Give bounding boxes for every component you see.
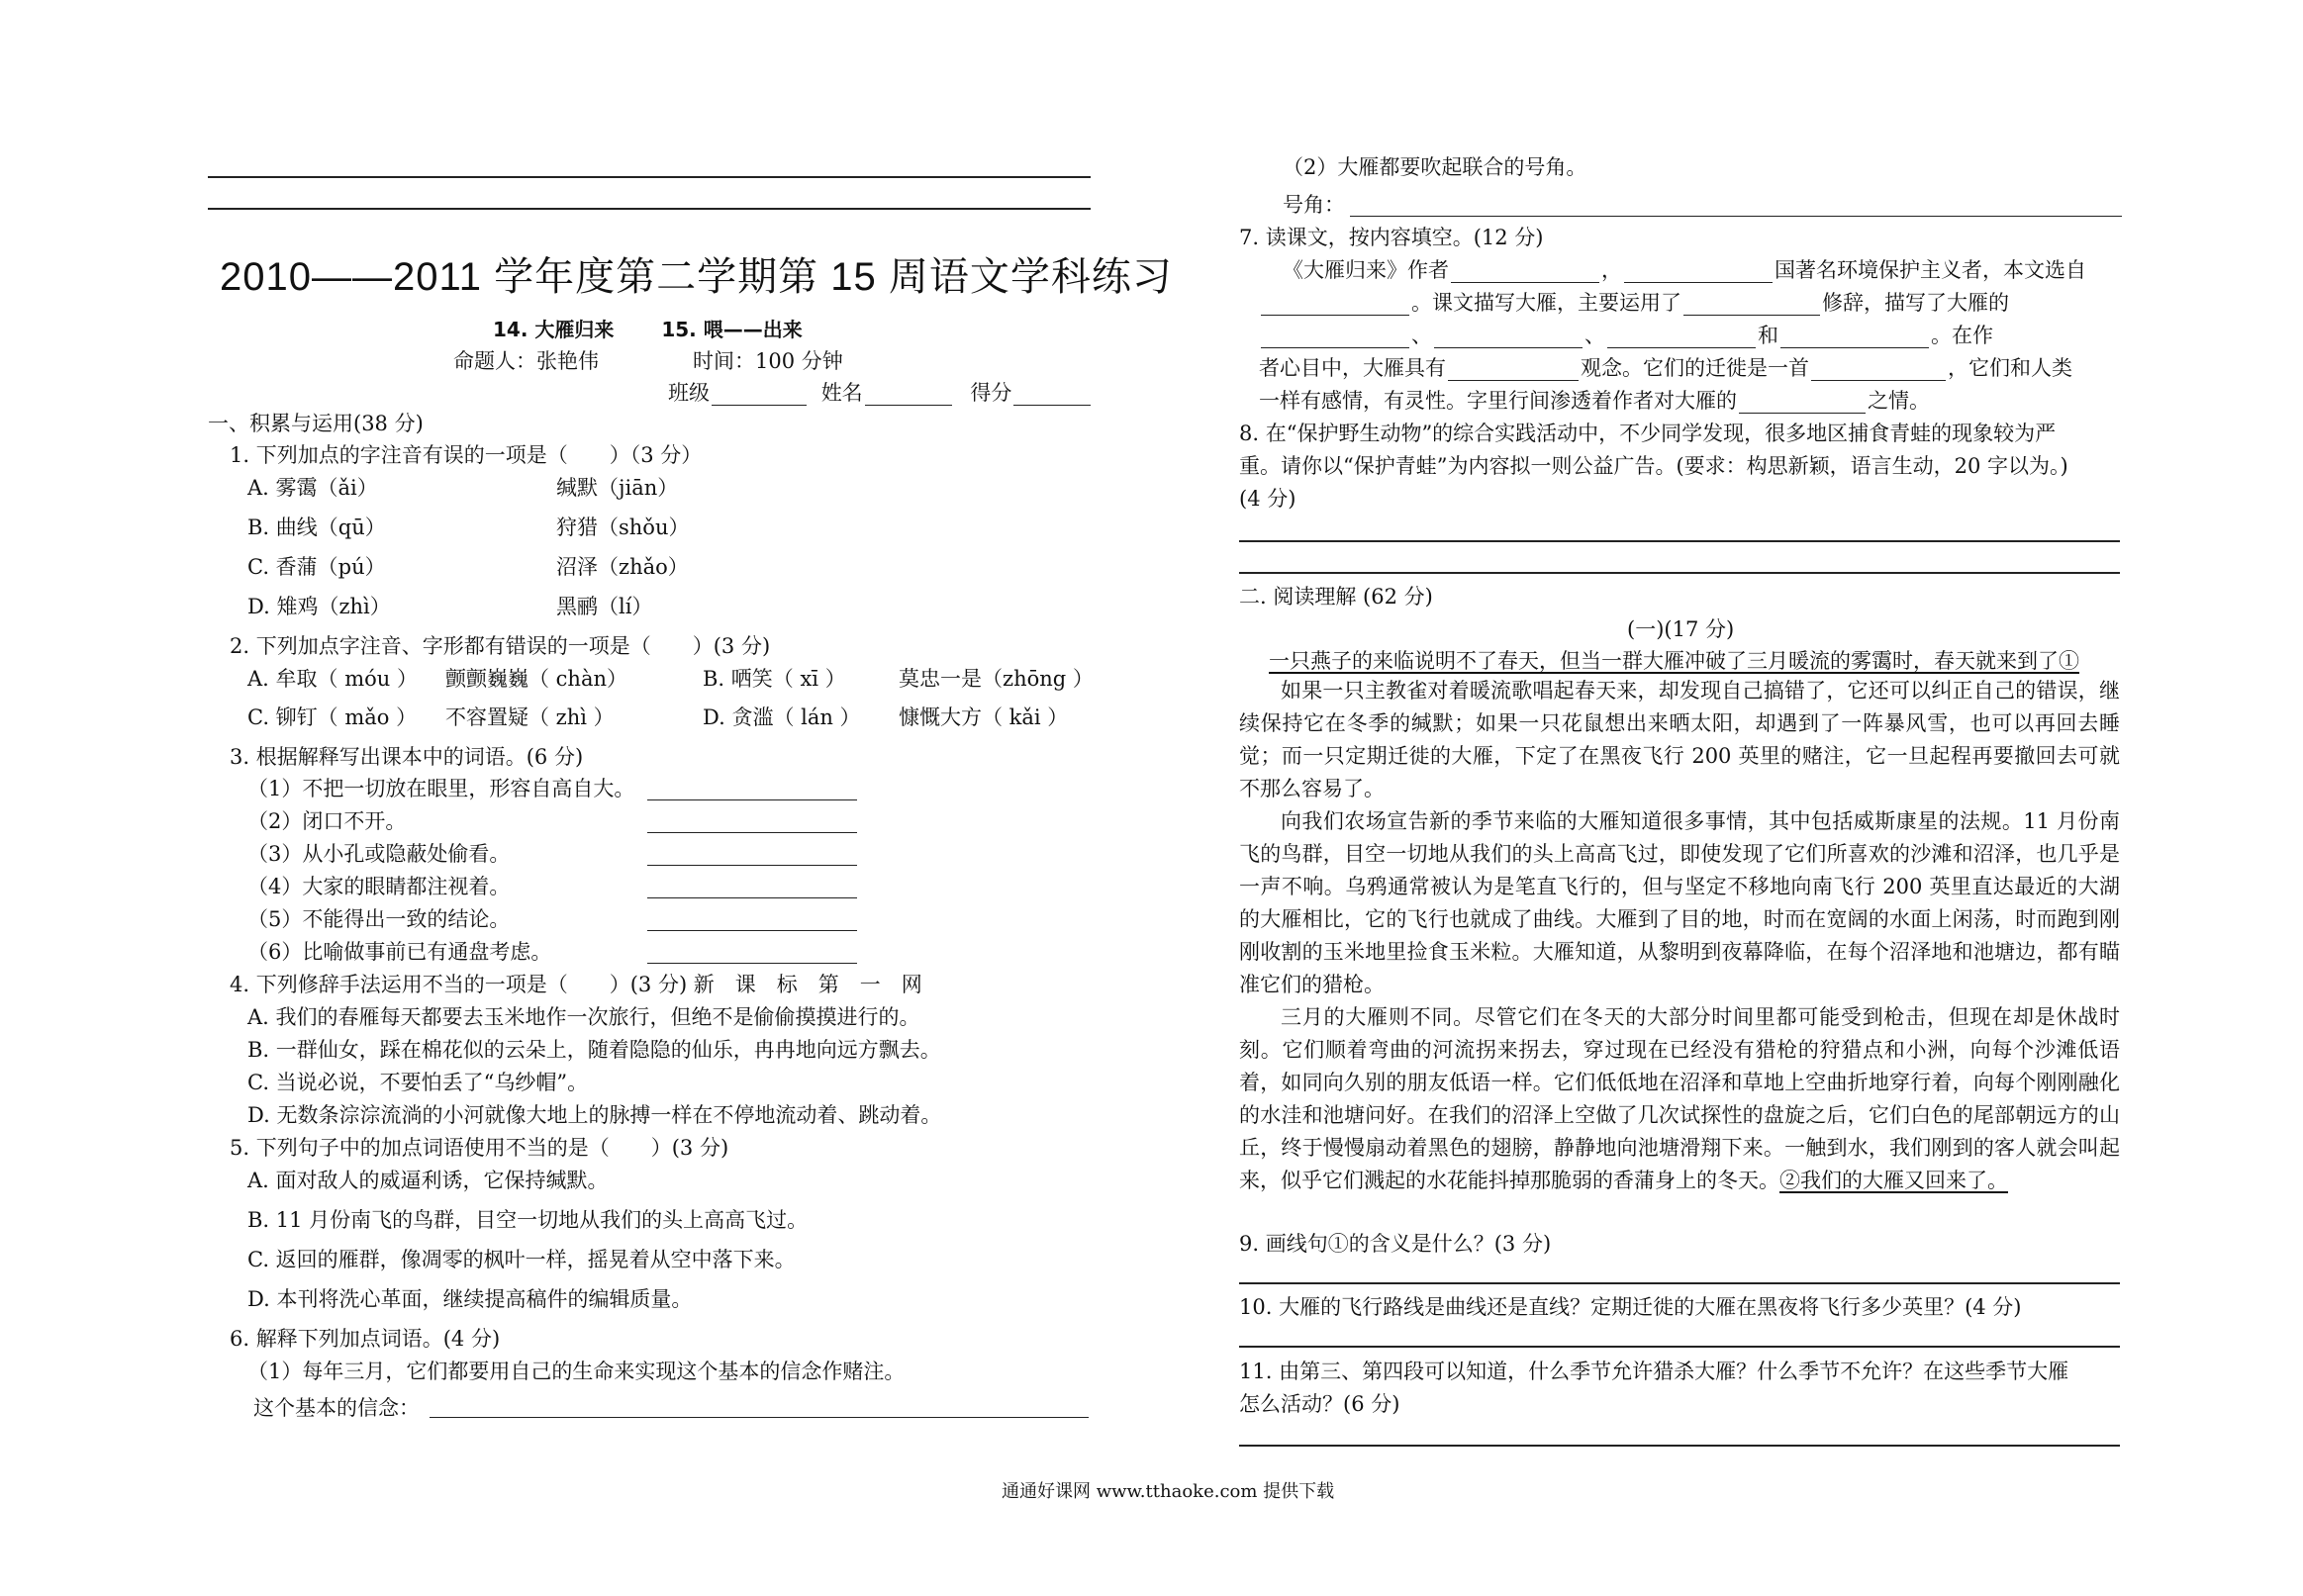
q1-option-c: C. 香蒲（pú） xyxy=(247,555,386,579)
q3-item-5: （5）不能得出一致的结论。 xyxy=(247,907,511,931)
q6-item-2: （2）大雁都要吹起联合的号角。 xyxy=(1283,155,1587,179)
question-1: 1. 下列加点的字注音有误的一项是（ ）（3 分） xyxy=(230,443,703,467)
q7-text: 一样有感情，有灵性。字里行间渗透着作者对大雁的 xyxy=(1259,389,1737,413)
section-2-heading: 二. 阅读理解 (62 分) xyxy=(1239,585,1433,609)
q2-option-b2: 莫忠一是（zhōng ） xyxy=(899,667,1094,691)
q7-text: 。课文描写大雁，主要运用了 xyxy=(1411,291,1681,315)
q7-blank-feeling[interactable] xyxy=(1739,393,1866,414)
question-8-line-1: 8. 在“保护野生动物”的综合实践活动中，不少同学发现，很多地区捕食青蛙的现象较为严 xyxy=(1239,422,2057,445)
page-title: 2010——2011 学年度第二学期第 15 周语文学科练习 xyxy=(220,255,1173,299)
q1-option-b: B. 曲线（qū） xyxy=(247,516,386,539)
q6-answer-1[interactable] xyxy=(430,1397,1089,1418)
q3-item-2: （2）闭口不开。 xyxy=(247,809,407,833)
q4-option-d: D. 无数条淙淙流淌的小河就像大地上的脉搏一样在不停地流动着、跳动着。 xyxy=(247,1103,942,1127)
page-footer: 通通好课网 www.tthaoke.com 提供下载 xyxy=(1002,1481,1335,1502)
q7-blank-migration[interactable] xyxy=(1811,360,1946,381)
question-6: 6. 解释下列加点词语。(4 分) xyxy=(230,1327,501,1351)
top-rule-1 xyxy=(208,176,1091,178)
q7-blank-country[interactable] xyxy=(1624,262,1773,283)
passage-paragraph-3: 向我们农场宣告新的季节来临的大雁知道很多事情，其中包括威斯康星的法规。11 月份南飞的鸟群，目空一切地从我们的头上高高飞过，即使发现了它们所喜欢的沙滩和沼泽，也几乎是一声不响。乌鸦通常被认为是笔直飞行的，但与坚定不移地向南飞行 200 英里直达最近的大湖的大雁相比，它的飞行也就成了曲线。大雁到了目的地，时而在宽阔的水面上闲荡，时而跑到刚刚收割的玉米地里捡食玉米粒。大雁知道，从黎明到夜幕降临，在每个沼泽地和池塘边，都有瞄准它们的猎枪。 xyxy=(1239,809,2120,996)
q7-text: 国著名环境保护主义者，本文选自 xyxy=(1775,258,2086,282)
q11-answer-line[interactable] xyxy=(1239,1445,2120,1447)
q7-blank-source[interactable] xyxy=(1261,295,1409,316)
score-label: 得分 xyxy=(970,381,1012,405)
q4-option-a: A. 我们的春雁每天都要去玉米地作一次旅行，但绝不是偷偷摸摸进行的。 xyxy=(247,1005,920,1029)
passage-paragraph-2: 如果一只主教雀对着暖流歌唱起春天来，却发现自己搞错了，它还可以纠正自己的错误，继续保持它在冬季的缄默；如果一只花鼠想出来晒太阳，却遇到了一阵暴风雪，也可以再回去睡觉；而一只定期迁徙的大雁，下定了在黑夜飞行 200 英里的赌注，它一旦起程再要撤回去可就不那么容易了。 xyxy=(1239,679,2120,800)
q7-blank-rhetoric[interactable] xyxy=(1683,295,1820,316)
q7-blank-concept[interactable] xyxy=(1448,360,1579,381)
q7-line-1 xyxy=(1283,257,2086,283)
underlined-sentence-2: ②我们的大雁又回来了。 xyxy=(1779,1169,2008,1192)
question-3: 3. 根据解释写出课本中的词语。(6 分) xyxy=(230,745,584,769)
q2-option-d2: 慷慨大方（ kǎi ） xyxy=(899,705,1069,729)
question-8-line-3: (4 分) xyxy=(1239,487,1296,511)
q3-item-4: （4）大家的眼睛都注视着。 xyxy=(247,875,511,898)
question-11-line-2: 怎么活动？(6 分) xyxy=(1239,1392,1400,1416)
q7-text: 。在作 xyxy=(1931,324,1993,347)
passage-paragraph-4-text: 三月的大雁则不同。尽管它们在冬天的大部分时间里都可能受到枪击，但现在却是休战时刻。它们顺着弯曲的河流拐来拐去，穿过现在已经没有猎枪的狩猎点和小洲，向每个沙滩低语着，如同向久别的朋友低语一样。它们低低地在沼泽和草地上空曲折地穿行着，向每个刚刚融化的水洼和池塘问好。在我们的沼泽上空做了几次试探性的盘旋之后，它们白色的尾部朝远方的山丘，终于慢慢扇动着黑色的翅膀，静静地向池塘滑翔下来。一触到水，我们刚到的客人就会叫起来，似乎它们溅起的水花能抖掉那脆弱的香蒲身上的冬天。 xyxy=(1239,1005,2120,1192)
q2-option-b: B. 哂笑（ xī ） xyxy=(703,667,846,691)
q7-blank-trait-3[interactable] xyxy=(1607,328,1756,348)
q2-option-d: D. 贪滥（ lán ） xyxy=(703,705,861,729)
q1-option-a2: 缄默（jiān） xyxy=(556,476,679,500)
q7-text: 、 xyxy=(1584,324,1605,347)
q10-answer-line[interactable] xyxy=(1239,1346,2120,1348)
q7-text: 《大雁归来》作者 xyxy=(1283,258,1449,282)
q5-option-d: D. 本刊将洗心革面，继续提高稿件的编辑质量。 xyxy=(247,1287,693,1311)
q7-text: 之情。 xyxy=(1868,389,1930,413)
question-11-line-1: 11. 由第三、第四段可以知道，什么季节允许猎杀大雁？什么季节不允许？在这些季节大雁 xyxy=(1239,1360,2069,1383)
subtitle-lesson-15: 15. 喂——出来 xyxy=(661,318,803,341)
q7-blank-trait-2[interactable] xyxy=(1434,328,1583,348)
q5-option-a: A. 面对敌人的威逼利诱，它保持缄默。 xyxy=(247,1169,609,1192)
q2-option-c2: 不容置疑（ zhì ） xyxy=(445,705,615,729)
q3-answer-2[interactable] xyxy=(647,812,857,833)
q6-item-2-label: 号角： xyxy=(1283,193,1345,217)
q6-item-1-label: 这个基本的信念： xyxy=(253,1396,420,1420)
q1-option-c2: 沼泽（zhǎo） xyxy=(556,555,689,579)
q7-line-3 xyxy=(1259,323,1993,348)
name-field[interactable] xyxy=(865,385,952,406)
q7-line-4 xyxy=(1259,355,2072,381)
question-4: 4. 下列修辞手法运用不当的一项是（ ）(3 分) 新 课 标 第 一 网 xyxy=(230,973,922,996)
score-field[interactable] xyxy=(1013,385,1091,406)
q7-text: 者心目中，大雁具有 xyxy=(1259,356,1446,380)
q7-text: 观念。它们的迁徙是一首 xyxy=(1581,356,1809,380)
q6-answer-2[interactable] xyxy=(1350,196,2122,217)
student-info xyxy=(668,380,1093,406)
time-line: 时间：100 分钟 xyxy=(693,349,843,373)
subtitle xyxy=(493,317,803,342)
author-line: 命题人：张艳伟 xyxy=(453,349,599,373)
q1-option-d: D. 雉鸡（zhì） xyxy=(247,595,391,618)
q4-option-c: C. 当说必说，不要怕丢了“乌纱帽”。 xyxy=(247,1071,589,1094)
q7-text: ， xyxy=(1601,258,1622,282)
q2-option-a2: 颤颤巍巍（ chàn） xyxy=(445,667,628,691)
top-rule-2 xyxy=(208,208,1091,210)
q7-blank-author[interactable] xyxy=(1451,262,1599,283)
q5-option-c: C. 返回的雁群，像凋零的枫叶一样，摇晃着从空中落下来。 xyxy=(247,1248,796,1271)
q4-option-b: B. 一群仙女，踩在棉花似的云朵上，随着隐隐的仙乐，冉冉地向远方飘去。 xyxy=(247,1038,941,1062)
q3-answer-6[interactable] xyxy=(647,943,857,964)
question-8-line-2: 重。请你以“保护青蛙”为内容拟一则公益广告。(要求：构思新颖，语言生动，20 字以为。) xyxy=(1239,454,2068,478)
q7-line-2 xyxy=(1259,290,2009,316)
q7-blank-trait-1[interactable] xyxy=(1261,328,1409,348)
reading-part-1-heading: (一)(17 分) xyxy=(1627,617,1735,641)
class-label: 班级 xyxy=(668,381,710,405)
q7-text: 修辞，描写了大雁的 xyxy=(1822,291,2009,315)
q8-answer-line-1[interactable] xyxy=(1239,540,2120,542)
q3-answer-5[interactable] xyxy=(647,910,857,931)
section-1-heading: 一、积累与运用(38 分) xyxy=(208,412,424,435)
q7-line-5 xyxy=(1259,388,1930,414)
passage-paragraph-4 xyxy=(1239,1001,2120,1197)
q3-item-3: （3）从小孔或隐蔽处偷看。 xyxy=(247,842,511,866)
question-9: 9. 画线句①的含义是什么？(3 分) xyxy=(1239,1232,1552,1256)
question-7: 7. 读课文，按内容填空。(12 分) xyxy=(1239,226,1544,249)
q3-answer-1[interactable] xyxy=(647,780,857,800)
class-field[interactable] xyxy=(712,385,807,406)
q7-blank-trait-4[interactable] xyxy=(1780,328,1929,348)
q2-option-a: A. 牟取（ móu ） xyxy=(247,667,418,691)
passage-paragraph-1: 一只燕子的来临说明不了春天，但当一群大雁冲破了三月暖流的雾霭时，春天就来到了① xyxy=(1269,649,2079,673)
q8-answer-line-2[interactable] xyxy=(1239,572,2120,574)
question-5: 5. 下列句子中的加点词语使用不当的是（ ）(3 分) xyxy=(230,1136,729,1160)
q3-item-6: （6）比喻做事前已有通盘考虑。 xyxy=(247,940,552,964)
q7-text: 和 xyxy=(1758,324,1778,347)
q2-option-c: C. 铆钉（ mǎo ） xyxy=(247,705,418,729)
q1-option-b2: 狩猎（shǒu） xyxy=(556,516,690,539)
q9-answer-line[interactable] xyxy=(1239,1282,2120,1284)
q7-text: ，它们和人类 xyxy=(1948,356,2072,380)
q1-option-a: A. 雾霭（ǎi） xyxy=(247,476,378,500)
q6-item-1: （1）每年三月，它们都要用自己的生命来实现这个基本的信念作赌注。 xyxy=(247,1360,906,1383)
question-2: 2. 下列加点字注音、字形都有错误的一项是（ ）(3 分) xyxy=(230,634,771,658)
subtitle-lesson-14: 14. 大雁归来 xyxy=(493,318,615,341)
q5-option-b: B. 11 月份南飞的鸟群，目空一切地从我们的头上高高飞过。 xyxy=(247,1208,809,1232)
q3-answer-3[interactable] xyxy=(647,845,857,866)
q1-option-d2: 黑鹂（lí） xyxy=(556,595,653,618)
question-10: 10. 大雁的飞行路线是曲线还是直线？定期迁徙的大雁在黑夜将飞行多少英里？(4 分) xyxy=(1239,1295,2022,1319)
q3-answer-4[interactable] xyxy=(647,878,857,898)
q7-text: 、 xyxy=(1411,324,1432,347)
q3-item-1: （1）不把一切放在眼里，形容自高自大。 xyxy=(247,777,635,800)
name-label: 姓名 xyxy=(820,381,863,405)
